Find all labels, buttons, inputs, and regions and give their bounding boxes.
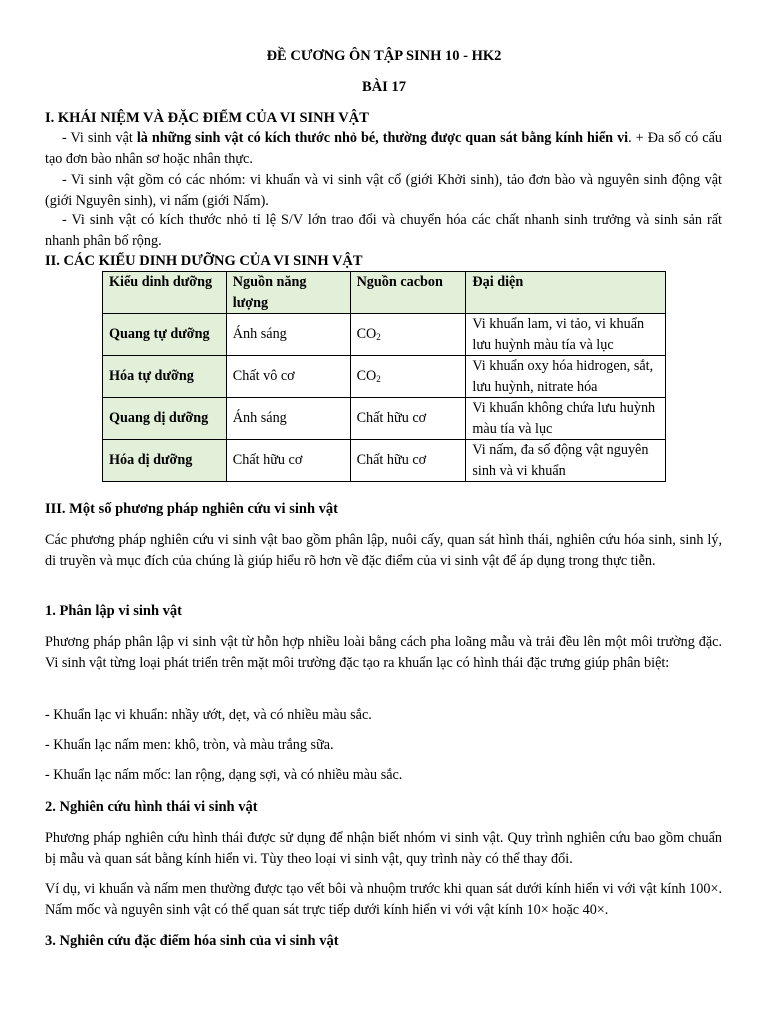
- list-item: - Khuẩn lạc nấm men: khô, tròn, và màu trắng sữa.: [45, 737, 334, 753]
- cell-example: Vi khuẩn lam, vi tảo, vi khuẩn lưu huỳnh màu tía và lục: [466, 314, 666, 356]
- subsection2-text-1: Phương pháp nghiên cứu hình thái được sử dụng để nhận biết nhóm vi sinh vật. Quy trình nghiên cứu bao gồm chuẩn bị mẫu và quan sát bằng kính hiển vi. Tùy theo loại vi sinh vật, quy trình này có thể thay đổi.: [45, 830, 722, 867]
- section1-paragraph-1: [45, 128, 722, 169]
- cell-energy: Chất hữu cơ: [226, 440, 350, 482]
- cell-carbon: [350, 440, 466, 482]
- cell-carbon: [350, 314, 466, 356]
- header-cell-energy: Nguồn năng lượng: [226, 272, 350, 314]
- subsection2-heading: 2. Nghiên cứu hình thái vi sinh vật: [45, 799, 258, 815]
- cell-carbon: [350, 356, 466, 398]
- subsection1-text: Phương pháp phân lập vi sinh vật từ hỗn hợp nhiều loài bằng cách pha loãng mẫu và trải đều lên một môi trường đặc. Vi sinh vật từng loại phát triển trên mặt môi trường đặc tạo ra khuẩn lạc có hình thái đặc trưng giúp phân biệt:: [45, 634, 722, 671]
- list-item: - Khuẩn lạc vi khuẩn: nhầy ướt, dẹt, và có nhiều màu sắc.: [45, 707, 372, 723]
- p1-suffix: . + Đa số có cấu tạo đơn bào nhân sơ hoặc nhân thực.: [45, 130, 722, 167]
- table-row: [103, 314, 666, 356]
- cell-example: Vi nấm, đa số động vật nguyên sinh và vi khuẩn: [466, 440, 666, 482]
- section1-paragraph-2: - Vi sinh vật gồm có các nhóm: vi khuẩn và vi sinh vật cổ (giới Khởi sinh), tảo đơn bào và nguyên sinh động vật (giới Nguyên sinh), vi nấm (giới Nấm).: [45, 172, 722, 209]
- cell-energy: Ánh sáng: [226, 314, 350, 356]
- table-row: [103, 398, 666, 440]
- cell-example: Vi khuẩn oxy hóa hidrogen, sắt, lưu huỳnh, nitrate hóa: [466, 356, 666, 398]
- cell-example: Vi khuẩn không chứa lưu huỳnh màu tía và lục: [466, 398, 666, 440]
- p1-prefix: - Vi sinh vật: [62, 130, 137, 146]
- section2-heading: II. CÁC KIỂU DINH DƯỠNG CỦA VI SINH VẬT: [45, 253, 363, 269]
- header-cell-type: Kiểu dinh dưỡng: [103, 272, 227, 314]
- cell-type: Hóa tự dưỡng: [103, 356, 227, 398]
- header-cell-carbon: Nguồn cacbon: [350, 272, 466, 314]
- table-row: [103, 440, 666, 482]
- cell-type: Quang dị dưỡng: [103, 398, 227, 440]
- carbon-subscript: 2: [376, 332, 381, 343]
- subsection1-heading: 1. Phân lập vi sinh vật: [45, 603, 182, 619]
- cell-carbon: [350, 398, 466, 440]
- carbon-main: CO: [356, 368, 377, 385]
- subsection2-text-2: Ví dụ, vi khuẩn và nấm men thường được tạo vết bôi và nhuộm trước khi quan sát dưới kính hiển vi với vật kính 100×. Nấm mốc và nguyên sinh vật có thể quan sát trực tiếp dưới kính hiển vi với vật kính 10× hoặc 40×.: [45, 881, 722, 918]
- carbon-main: CO: [356, 326, 377, 343]
- lesson-title: BÀI 17: [362, 79, 406, 95]
- section3-heading: III. Một số phương pháp nghiên cứu vi sinh vật: [45, 501, 338, 517]
- cell-energy: Ánh sáng: [226, 398, 350, 440]
- table-row: [103, 356, 666, 398]
- carbon-main: Chất hữu cơ: [356, 452, 427, 469]
- section1-paragraph-3: - Vi sinh vật có kích thước nhỏ tỉ lệ S/V lớn trao đổi và chuyển hóa các chất nhanh sinh trưởng và sinh sản rất nhanh phân bố rộng.: [45, 212, 722, 249]
- section1-heading: I. KHÁI NIỆM VÀ ĐẶC ĐIỂM CỦA VI SINH VẬT: [45, 110, 369, 126]
- document-title: ĐỀ CƯƠNG ÔN TẬP SINH 10 - HK2: [266, 48, 502, 64]
- header-cell-example: Đại diện: [466, 272, 666, 314]
- table-header-row: [103, 272, 666, 314]
- p1-bold-definition: là những sinh vật có kích thước nhỏ bé, thường được quan sát bằng kính hiển vi: [136, 130, 629, 146]
- cell-energy: Chất vô cơ: [226, 356, 350, 398]
- section3-intro: Các phương pháp nghiên cứu vi sinh vật bao gồm phân lập, nuôi cấy, quan sát hình thái, nghiên cứu hóa sinh, sinh lý, di truyền và mục đích của chúng là giúp hiểu rõ hơn về đặc điểm của vi sinh vật để áp dụng trong thực tiễn.: [45, 532, 722, 569]
- subsection3-heading: 3. Nghiên cứu đặc điểm hóa sinh của vi sinh vật: [45, 933, 339, 949]
- carbon-subscript: 2: [376, 374, 381, 385]
- nutrition-table: [102, 271, 666, 482]
- cell-type: Hóa dị dưỡng: [103, 440, 227, 482]
- list-item: - Khuẩn lạc nấm mốc: lan rộng, dạng sợi, và có nhiều màu sắc.: [45, 767, 403, 783]
- carbon-main: Chất hữu cơ: [356, 410, 427, 427]
- cell-type: Quang tự dưỡng: [103, 314, 227, 356]
